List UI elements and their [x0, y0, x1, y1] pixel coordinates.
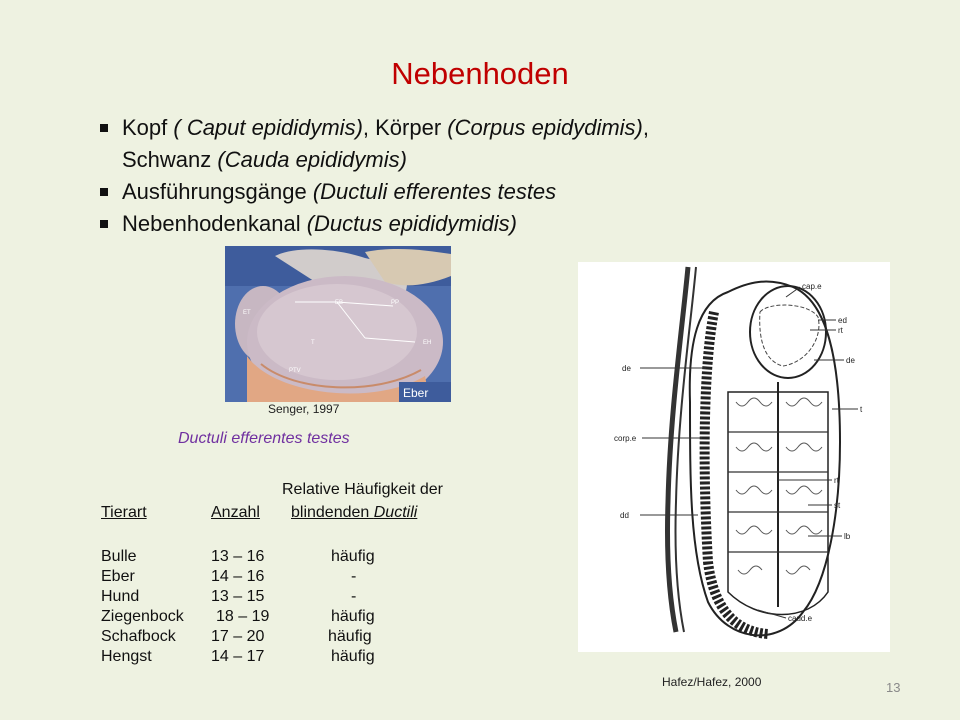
photo-label: EB	[335, 300, 344, 306]
count-cell: 13 – 16	[211, 548, 265, 565]
diagram-label: de	[622, 364, 631, 373]
bullet-latin: (Cauda epididymis)	[217, 147, 407, 172]
animal-cell: Hund	[101, 588, 140, 605]
photo-label: ET	[243, 310, 251, 316]
diagram-source-caption: Hafez/Hafez, 2000	[662, 675, 762, 689]
diagram-label: ed	[838, 316, 847, 325]
column-header-blind-word: Ductili	[373, 504, 418, 521]
diagram-label: corp.e	[614, 434, 637, 443]
photo-source-caption: Senger, 1997	[268, 402, 340, 416]
diagram-label: rt	[838, 326, 843, 335]
column-header-blind-prefix: blindenden	[291, 504, 374, 521]
bullet-text: ,	[642, 115, 650, 140]
bullet-text: Kopf	[122, 115, 174, 140]
diagram-label: cap.e	[802, 282, 822, 291]
animal-cell: Schafbock	[101, 628, 176, 645]
square-bullet-icon	[100, 124, 108, 132]
count-cell: 13 – 15	[211, 588, 265, 605]
frequency-cell: häufig	[331, 548, 375, 565]
bullet-latin: (Ductus epididymidis)	[306, 211, 518, 236]
boar-epididymis-photo	[225, 246, 451, 402]
count-cell: 14 – 16	[211, 568, 265, 585]
count-cell: 14 – 17	[211, 648, 265, 665]
count-cell: 17 – 20	[211, 628, 265, 645]
bullet-text: Schwanz	[122, 147, 218, 172]
diagram-label: dd	[620, 511, 629, 520]
square-bullet-icon	[100, 188, 108, 196]
slide-title: Nebenhoden	[391, 56, 569, 91]
diagram-label: de	[846, 356, 855, 365]
diagram-label: lb	[844, 532, 851, 541]
frequency-cell: häufig	[331, 648, 375, 665]
photo-label: T	[311, 340, 315, 346]
testis-epididymis-diagram	[578, 262, 890, 652]
frequency-header-line: Relative Häufigkeit der	[282, 481, 443, 498]
column-header-blind	[291, 504, 417, 522]
count-cell: 18 – 19	[216, 608, 270, 625]
diagram-label: st	[834, 501, 841, 510]
diagram-label: rt	[834, 476, 839, 485]
species-badge: Eber	[403, 386, 429, 400]
bullet-item	[100, 176, 860, 208]
column-header-count: Anzahl	[211, 504, 260, 521]
frequency-cell: -	[351, 588, 357, 605]
bullet-item	[100, 208, 860, 240]
bullet-text: Ausführungsgänge	[122, 179, 313, 204]
animal-cell: Bulle	[101, 548, 137, 565]
bullet-latin: (Ductuli efferentes testes	[312, 179, 557, 204]
page-number: 13	[886, 680, 901, 695]
bullet-latin: (Corpus epidydimis)	[447, 115, 643, 140]
animal-cell: Ziegenbock	[101, 608, 184, 625]
bullet-latin: ( Caput epididymis)	[173, 115, 363, 140]
animal-cell: Hengst	[101, 648, 152, 665]
square-bullet-icon	[100, 220, 108, 228]
bullet-list	[100, 112, 860, 240]
photo-label: PTV	[289, 368, 301, 374]
photo-label: PP	[391, 300, 400, 306]
animal-cell: Eber	[101, 568, 135, 585]
frequency-cell: häufig	[328, 628, 372, 645]
bullet-text: Nebenhodenkanal	[122, 211, 307, 236]
diagram-illustration	[578, 262, 890, 652]
photo-illustration	[225, 246, 451, 402]
bullet-text: , Körper	[362, 115, 448, 140]
ductuli-section-title: Ductuli efferentes testes	[178, 430, 350, 447]
frequency-cell: häufig	[331, 608, 375, 625]
bullet-item	[100, 112, 860, 176]
frequency-cell: -	[351, 568, 357, 585]
diagram-label: caud.e	[788, 614, 813, 623]
bullet-continuation	[122, 144, 860, 176]
column-header-animal: Tierart	[101, 504, 147, 521]
photo-label: EH	[423, 340, 432, 346]
diagram-label: t	[860, 405, 863, 414]
